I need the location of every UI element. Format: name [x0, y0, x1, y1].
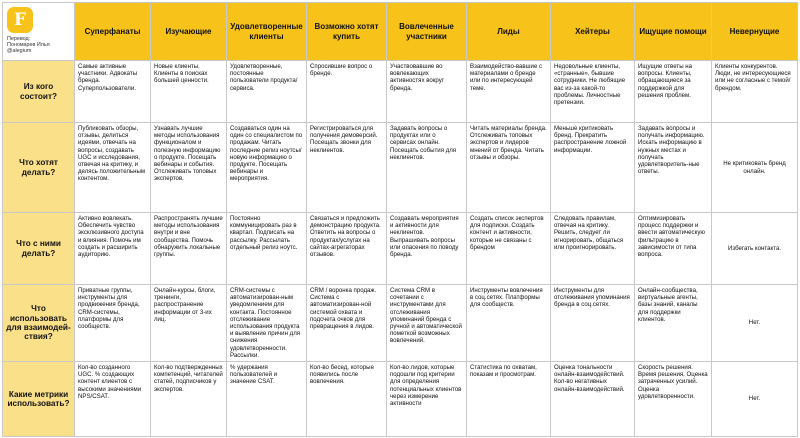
table-row [3, 285, 798, 362]
row-header: Что с ними делать? [3, 213, 75, 285]
table-cell: Спросившие вопрос о бренде. [307, 61, 387, 123]
table-cell: Инструменты вовлечения в соц.сетях. Платформы для сообществ. [467, 285, 551, 362]
table-cell: CRM-системы с автоматизирован-ным уведомлением для контакта. Постоянное отслеживание использования продукта и выявление причин для снижения удовлетворенности. Рассылки. [227, 285, 307, 362]
audience-segments-table [2, 2, 797, 435]
table-cell: Приватные группы, инструменты для продвижения бренда, CRM-системы, платформы для сообществ. [75, 285, 151, 362]
header-row [3, 3, 798, 61]
table-cell: Читать материалы бренда. Отслеживать топовых экспертов и лидеров мнений от бренда. Читать отзывы и обзоры. [467, 123, 551, 213]
table-cell: Самые активные участники. Адвокаты бренда. Суперпользователи. [75, 61, 151, 123]
column-header: Суперфанаты [75, 3, 151, 61]
table-row [3, 61, 798, 123]
column-header: Лиды [467, 3, 551, 61]
table-cell: Новые клиенты. Клиенты в поисках большей ценности. [151, 61, 227, 123]
table-cell: Кол-во лидов, которые подошли под критерии для определения потенциальных клиентов через измерение активности [387, 362, 467, 437]
column-header: Удовлетворенные клиенты [227, 3, 307, 61]
segments-grid [2, 2, 798, 437]
table-cell: Избегать контакта. [712, 213, 798, 285]
table-cell: Недовольные клиенты, «странные», бывшие сотрудники. Не любящие вас из-за какой-то проблемы. Личностные претензии. [551, 61, 635, 123]
table-cell: Кол-во подтвержденных компетенций, читателей статей, подписчиков у экспертов. [151, 362, 227, 437]
table-row [3, 123, 798, 213]
table-cell: Следовать правилам, отвечая на критику. Решить, следует ли игнорировать, общаться или проигнорировать. [551, 213, 635, 285]
table-cell: Скорость решения. Время решения. Оценка затраченных усилий. Оценка удовлетворенности. [635, 362, 712, 437]
table-cell: Регистрироваться для получения демоверсий. Посещать звонки для неклиентов. [307, 123, 387, 213]
table-cell: Нет. [712, 362, 798, 437]
table-cell: Инструменты для отслеживания упоминания бренда в соц.сетях. [551, 285, 635, 362]
table-cell: Кол-во созданного UGC. % создающих контент клиентов с высокими значениями NPS/CSAT. [75, 362, 151, 437]
table-cell: Меньше критиковать бренд. Прекратить распространение ложной информации. [551, 123, 635, 213]
table-cell: Активно вовлекать. Обеспечить чувство эксклюзивного доступа и влияния. Помочь им создать и расширить аудиторию. [75, 213, 151, 285]
table-row [3, 362, 798, 437]
credit-line-1: Перевод: [7, 36, 31, 42]
table-cell: Задавать вопросы о продуктах или о сервисах онлайн. Посещать события для неклиентов. [387, 123, 467, 213]
table-cell: Задавать вопросы и получать информацию. Искать информацию в нужных местах и получать удовлетворитель-ные ответы. [635, 123, 712, 213]
row-header: Что хотят делать? [3, 123, 75, 213]
table-cell: Онлайн-сообщества, виртуальные агенты, базы знаний, каналы для поддержки клиентов. [635, 285, 712, 362]
table-row [3, 213, 798, 285]
column-header: Невернущие [712, 3, 798, 61]
table-cell: Система CRM в сочетании с инструментами для отслеживания упоминаний бренда с ручной и автоматической пометкой возможных вовлечений. [387, 285, 467, 362]
table-cell: Клиенты конкурентов. Люди, не интересующиеся или не согласные с темой/брендом. [712, 61, 798, 123]
table-cell: Статистика по охватам, показам и просмотрам. [467, 362, 551, 437]
row-header: Что использовать для взаимодей-ствия? [3, 285, 75, 362]
column-header: Ищущие помощи [635, 3, 712, 61]
letter-f-logo: F [7, 7, 33, 33]
table-cell: Оценка тональности онлайн-взаимодействий. Кол-во негативных онлайн-взаимодействий. [551, 362, 635, 437]
table-cell: Взаимодейство-вавшие с материалами о бренде или по интересующей теме. [467, 61, 551, 123]
table-cell: Создать список экспертов для подписки. Создать контент и активности, которые не связаны с брендом [467, 213, 551, 285]
table-cell: Создавать мероприятия и активности для неклиентов. Выпрашивать вопросы или опасения по поводу бренда. [387, 213, 467, 285]
table-cell: Связаться и предложить демонстрацию продукта. Ответить на вопросы о продуктах/услугах на сайтах-агрегаторах отзывов. [307, 213, 387, 285]
table-cell: Кол-во бесед, которые появились после вовлечения. [307, 362, 387, 437]
table-cell: Распространять лучшие методы использования внутри и вне сообщества. Помочь обнаружить локальные группы. [151, 213, 227, 285]
table-cell: Узнавать лучшие методы использования функционалом и полезную информацию о продукте. Посещать вебинары и события. Отслеживать топовых экспертов. [151, 123, 227, 213]
table-cell: Нет. [712, 285, 798, 362]
table-cell: Онлайн-курсы, блоги, тренинги, распространение информации от 3-их лиц. [151, 285, 227, 362]
table-cell: Удовлетворенные, постоянные пользователи продукта/сервиса. [227, 61, 307, 123]
corner-cell [3, 3, 75, 61]
table-cell: Создаваться один на один со специалистом по продажам. Читать последние релиз ноутсы/ новую информацию о продукте. Посещать вебинары и мероприятия. [227, 123, 307, 213]
table-cell: Публиковать обзоры, отзывы, делиться идеями, отвечать на вопросы, создавать UGC и исследования, отвечая на критику, и делясь положительным контентом. [75, 123, 151, 213]
credit-line-2: Пономарев Илья @alegium [7, 42, 50, 55]
row-header: Какие метрики использовать? [3, 362, 75, 437]
column-header: Вовлеченные участники [387, 3, 467, 61]
table-cell: CRM / воронка продаж. Система с автоматизирован-ной системой охвата и подсчета очков для превращения в лидов. [307, 285, 387, 362]
table-cell: Участвовавшие во вовлекающих активностях вокруг бренда. [387, 61, 467, 123]
table-cell: Ищущие ответы на вопросы. Клиенты, обращающиеся за поддержкой для решения проблем. [635, 61, 712, 123]
column-header: Возможно хотят купить [307, 3, 387, 61]
column-header: Изучающие [151, 3, 227, 61]
row-header: Из кого состоит? [3, 61, 75, 123]
table-cell: Постоянно коммуницировать раз в квартал. Подписать на рассылку. Рассылать отдельный релиз ноутс. [227, 213, 307, 285]
table-cell: % удержания пользователей и значение CSAT. [227, 362, 307, 437]
table-cell: Оптимизировать процесс поддержки и ввести автоматическую фильтрацию в зависимости от типа вопроса. [635, 213, 712, 285]
column-header: Хейтеры [551, 3, 635, 61]
table-cell: Не критиковать бренд онлайн. [712, 123, 798, 213]
